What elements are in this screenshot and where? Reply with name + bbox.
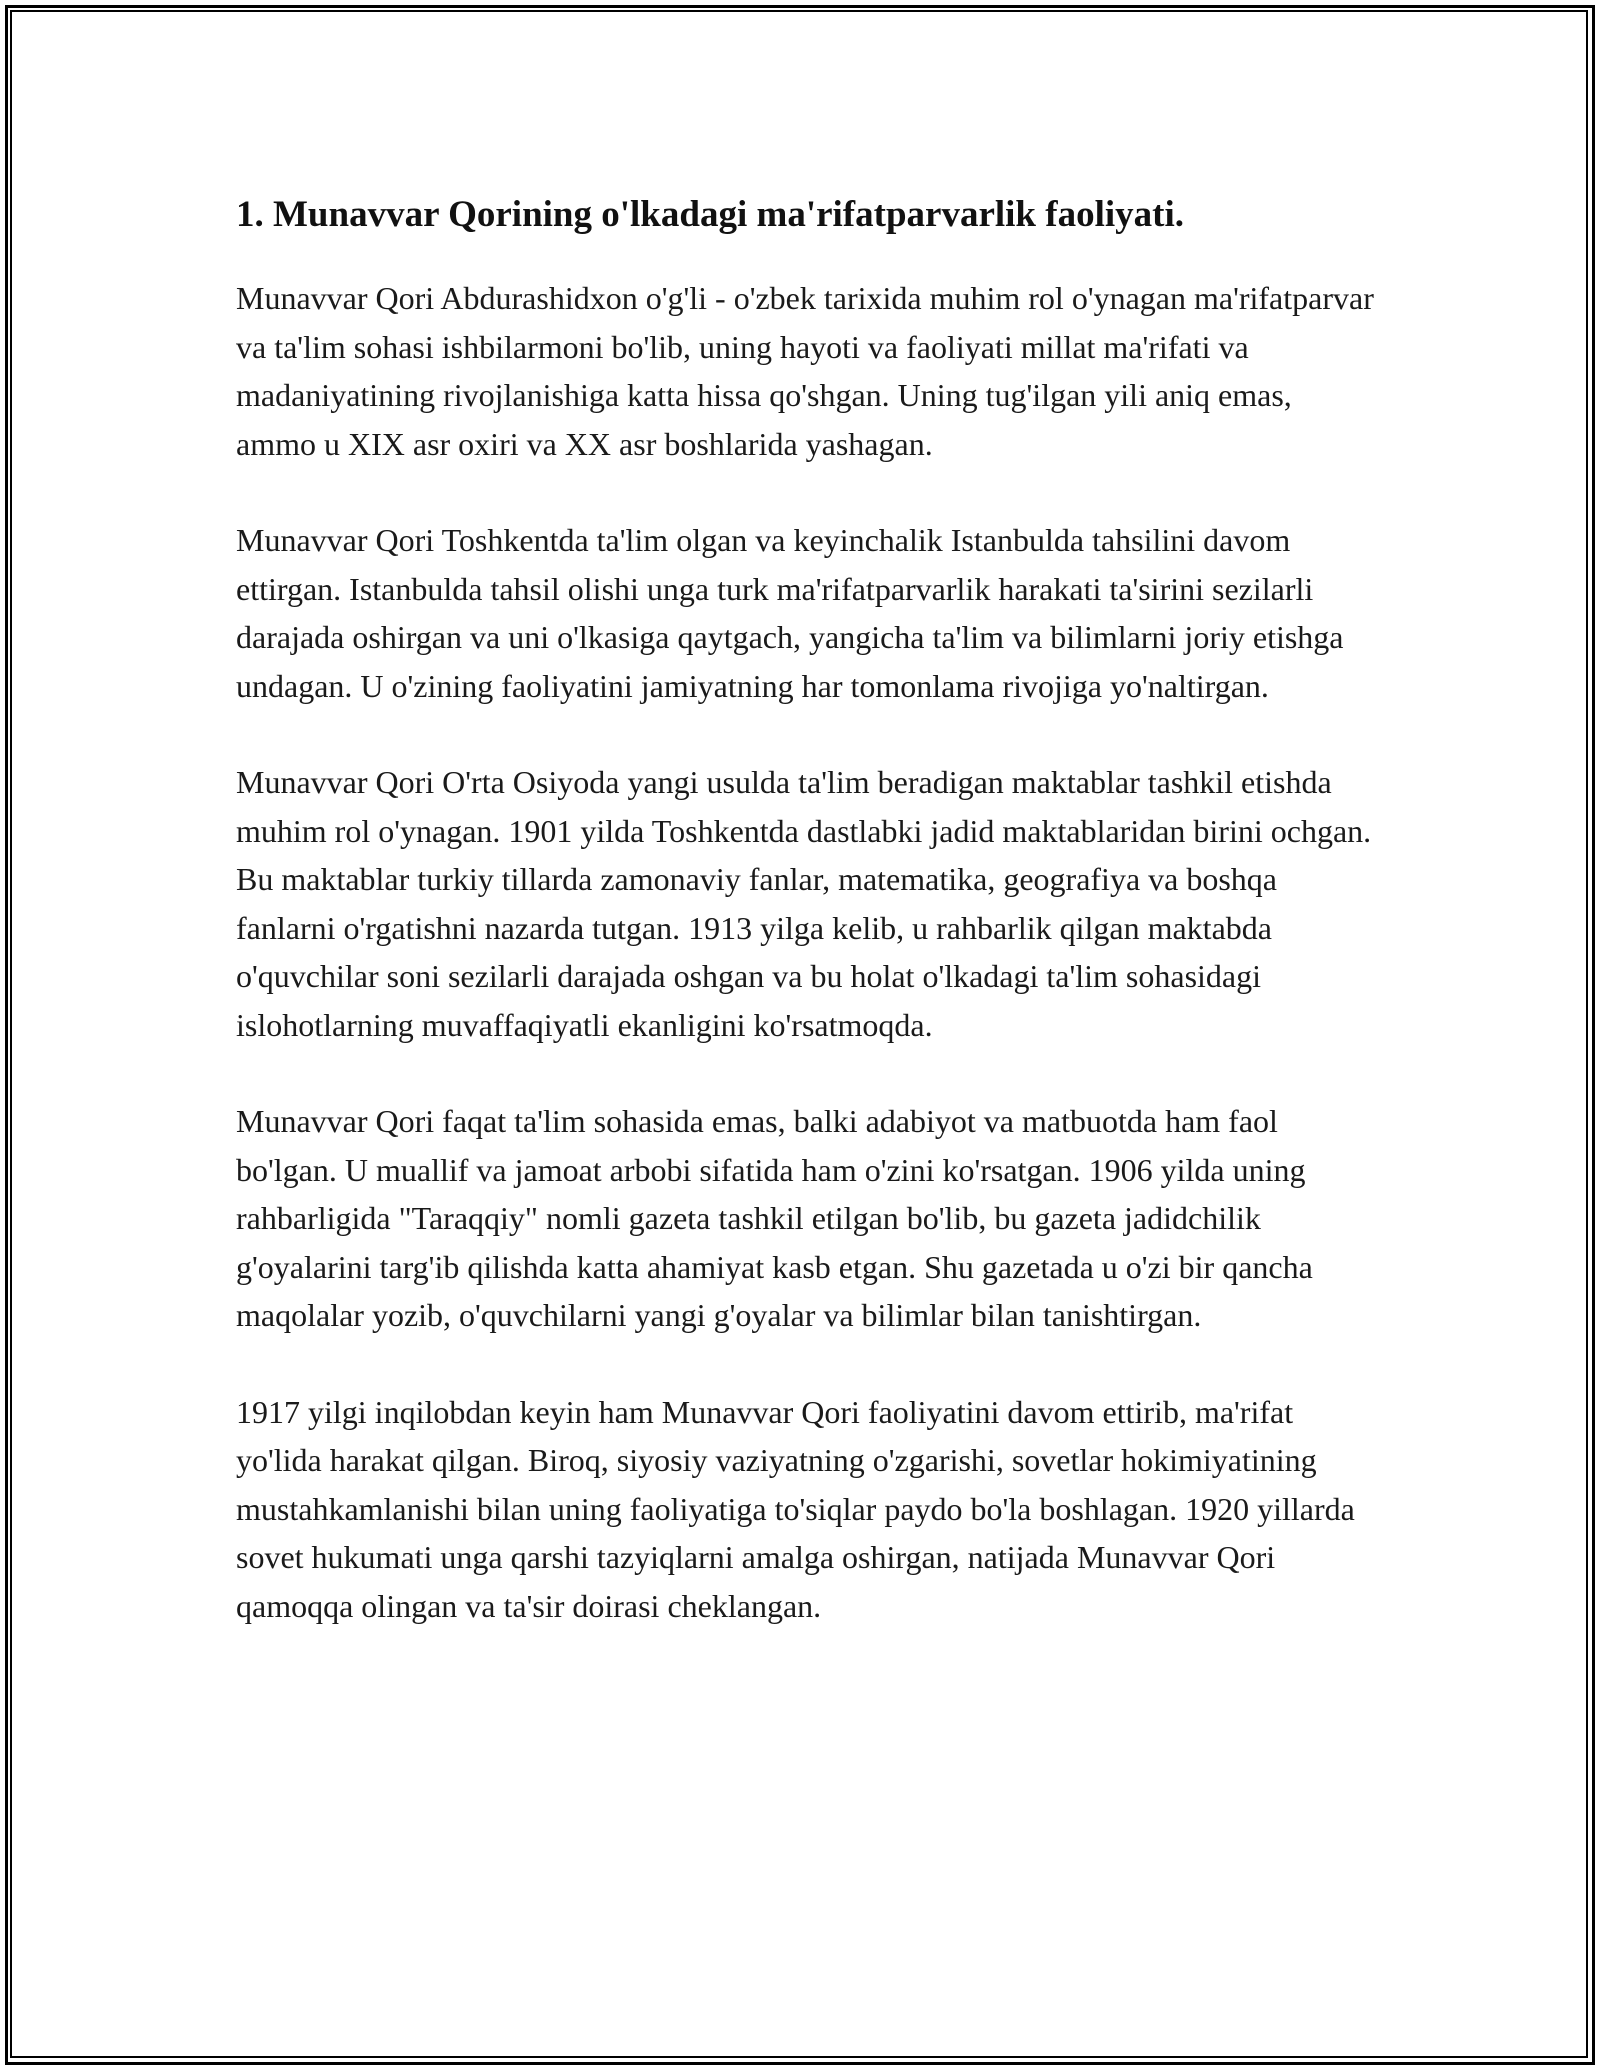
document-body (236, 186, 1376, 1678)
paragraph-3: Munavvar Qori O'rta Osiyoda yangi usulda ta'lim beradigan maktablar tashkil etishda muhim rol o'ynagan. 1901 yilda Toshkentda dastlabki jadid maktablaridan birini ochgan. Bu maktablar turkiy tillarda zamonaviy fanlar, matematika, geografiya va boshqa fanlarni o'rgatishni nazarda tutgan. 1913 yilga kelib, u rahbarlik qilgan maktabda o'quvchilar soni sezilarli darajada oshgan va bu holat o'lkadagi ta'lim sohasidagi islohotlarning muvaffaqiyatli ekanligini ko'rsatmoqda. (236, 764, 1372, 1043)
paragraph-4: Munavvar Qori faqat ta'lim sohasida emas, balki adabiyot va matbuotda ham faol bo'lgan. U muallif va jamoat arbobi sifatida ham o'zini ko'rsatgan. 1906 yilda uning rahbarligida "Taraqqiy" nomli gazeta tashkil etilgan bo'lib, bu gazeta jadidchilik g'oyalarini targ'ib qilishda katta ahamiyat kasb etgan. Shu gazetada u o'zi bir qancha maqolalar yozib, o'quvchilarni yangi g'oyalar va bilimlar bilan tanishtirgan. (236, 1103, 1313, 1333)
paragraph-5: 1917 yilgi inqilobdan keyin ham Munavvar Qori faoliyatini davom ettirib, ma'rifat yo'lida harakat qilgan. Biroq, siyosiy vaziyatning o'zgarishi, sovetlar hokimiyatining mustahkamlanishi bilan uning faoliyatiga to'siqlar paydo bo'la boshlagan. 1920 yillarda sovet hukumati unga qarshi tazyiqlarni amalga oshirgan, natijada Munavvar Qori qamoqqa olingan va ta'sir doirasi cheklangan. (236, 1393, 1355, 1624)
paragraph-2: Munavvar Qori Toshkentda ta'lim olgan va keyinchalik Istanbulda tahsilini davom ettirgan. Istanbulda tahsil olishi unga turk ma'rifatparvarlik harakati ta'sirini sezilarli darajada oshirgan va uni o'lkasiga qaytgach, yangicha ta'lim va bilimlarni joriy etishga undagan. U o'zining faoliyatini jamiyatning har tomonlama rivojiga yo'naltirgan. (236, 522, 1344, 704)
paragraph-1: Munavvar Qori Abdurashidxon o'g'li - o'zbek tarixida muhim rol o'ynagan ma'rifatparvar va ta'lim sohasi ishbilarmoni bo'lib, uning hayoti va faoliyati millat ma'rifati va madaniyatining rivojlanishiga katta hissa qo'shgan. Uning tug'ilgan yili aniq emas, ammo u XIX asr oxiri va XX asr boshlarida yashagan. (236, 280, 1374, 462)
section-heading: 1. Munavvar Qorining o'lkadagi ma'rifatparvarlik faoliyati. (236, 194, 1184, 235)
